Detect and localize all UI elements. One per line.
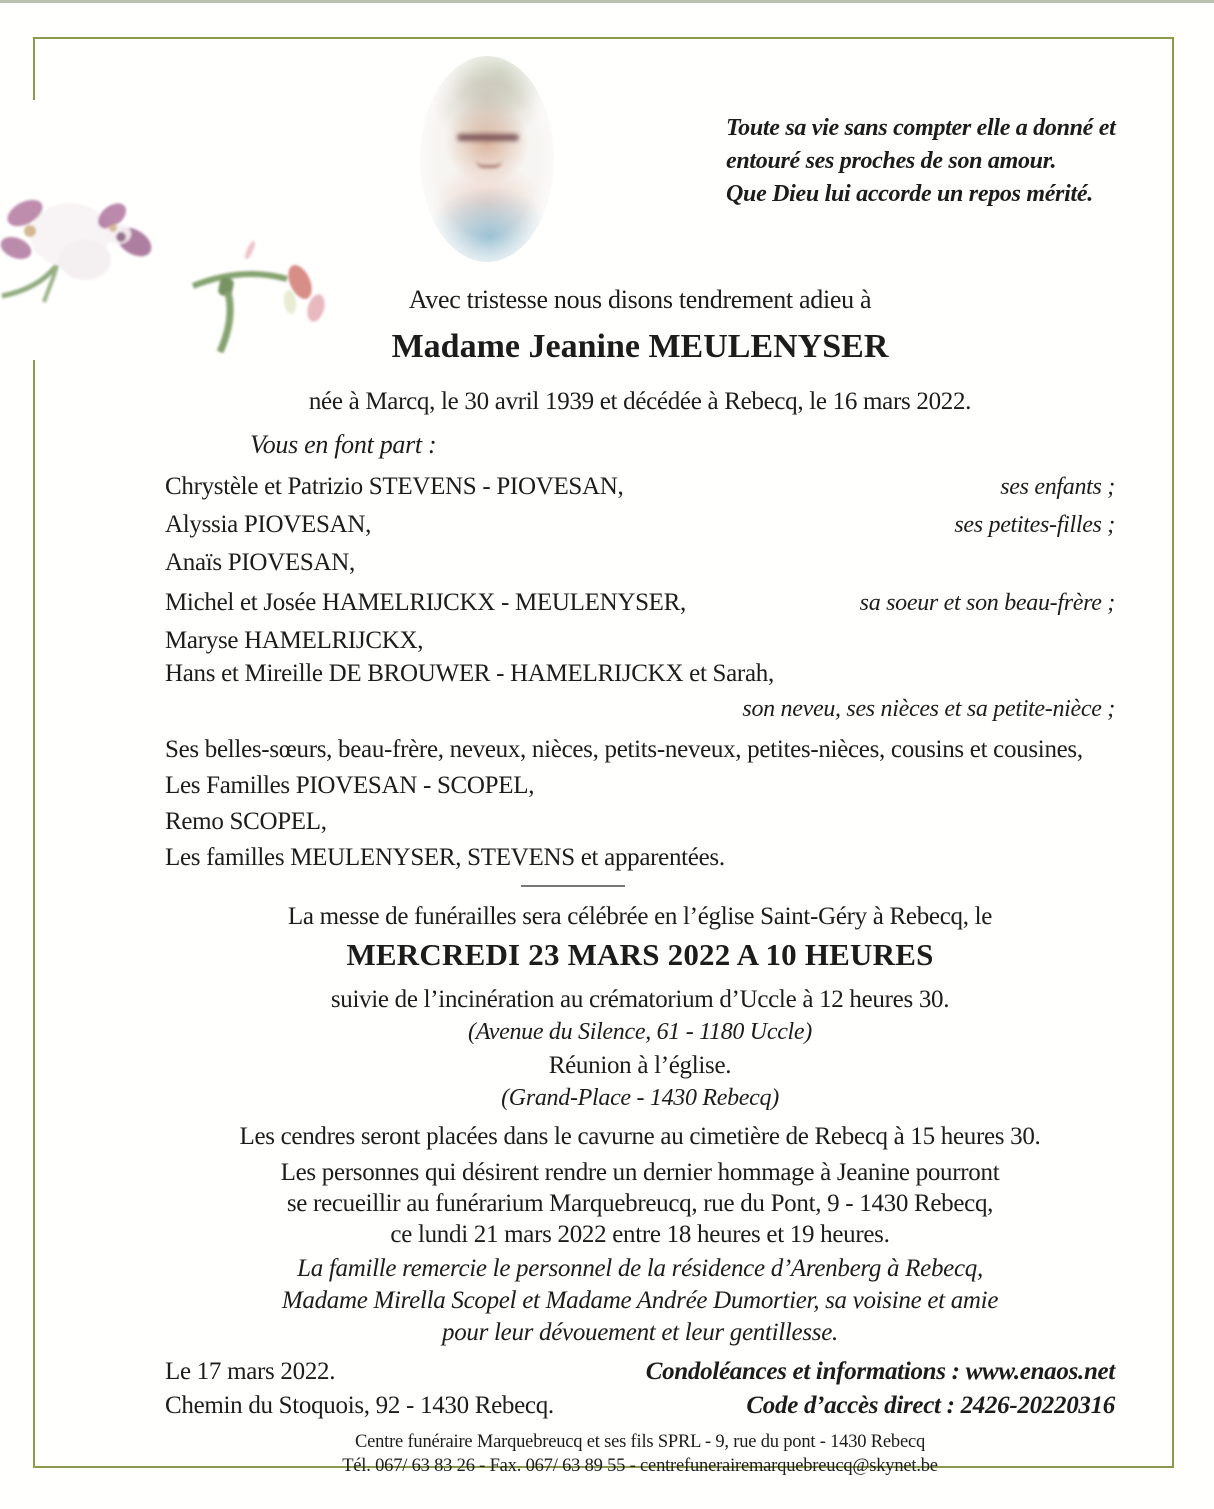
farewell-intro: Avec tristesse nous disons tendrement adieu à: [408, 285, 872, 314]
announcement-body: [165, 0, 1115, 1478]
thanks-line: La famille remercie le personnel de la résidence d’Arenberg à Rebecq,: [297, 1255, 983, 1282]
family-relation: ses petites-filles ;: [954, 512, 1115, 538]
section-divider: [521, 885, 625, 887]
cremation-address: (Avenue du Silence, 61 - 1180 Uccle): [468, 1019, 812, 1045]
thanks-line: Madame Mirella Scopel et Madame Andrée Dumortier, sa voisine et amie: [281, 1287, 999, 1314]
family-row: [165, 508, 1115, 542]
family-row: [165, 841, 1115, 874]
funeral-home-footer: [165, 1430, 1115, 1478]
condolences-block: [646, 1355, 1115, 1423]
thanks-paragraph: [165, 1253, 1115, 1349]
quote-line: Que Dieu lui accorde un repos mérité.: [726, 181, 1093, 207]
sender-block: [165, 1355, 554, 1423]
visitation-line: ce lundi 21 mars 2022 entre 18 heures et 19 heures.: [390, 1221, 890, 1248]
family-member-name: Ses belles-sœurs, beau-frère, neveux, nièces, petits-neveux, petites-nièces, cousins et cousines,: [165, 736, 1083, 763]
visitation-paragraph: [165, 1157, 1115, 1250]
family-row: [165, 733, 1115, 766]
ceremony-datetime: MERCREDI 23 MARS 2022 A 10 HEURES: [346, 937, 934, 972]
visitation-line: se recueillir au funérarium Marquebreucq, rue du Pont, 9 - 1430 Rebecq,: [286, 1190, 994, 1217]
meeting-line: Réunion à l’église.: [548, 1052, 732, 1079]
access-code-line: Code d’accès direct : 2426-20220316: [746, 1392, 1115, 1419]
funeral-home-contact: Tél. 067/ 63 83 26 - Fax. 067/ 63 89 55 - centrefunerairemarquebreucq@skynet.be: [342, 1456, 938, 1476]
announced-by-label: Vous en font part :: [250, 430, 437, 459]
family-relation: sa soeur et son beau-frère ;: [859, 590, 1115, 616]
family-relation: son neveu, ses nièces et sa petite-nièce ;: [742, 696, 1115, 722]
meeting-address: (Grand-Place - 1430 Rebecq): [501, 1085, 779, 1111]
family-row: [165, 624, 1115, 657]
family-row: [165, 769, 1115, 802]
family-member-name: Hans et Mireille DE BROUWER - HAMELRIJCKX et Sarah,: [165, 660, 774, 687]
closing-block: [165, 1355, 1115, 1423]
quote-line: entouré ses proches de son amour.: [726, 148, 1057, 174]
visitation-line: Les personnes qui désirent rendre un dernier hommage à Jeanine pourront: [280, 1159, 1000, 1186]
family-member-name: Michel et Josée HAMELRIJCKX - MEULENYSER,: [165, 589, 686, 616]
funeral-home-line: Centre funéraire Marquebreucq et ses fils SPRL - 9, rue du pont - 1430 Rebecq: [354, 1432, 926, 1452]
ashes-line: Les cendres seront placées dans le cavurne au cimetière de Rebecq à 15 heures 30.: [239, 1123, 1041, 1150]
family-member-name: Alyssia PIOVESAN,: [165, 511, 372, 538]
family-row: [165, 546, 1115, 579]
family-row: [165, 805, 1115, 838]
family-row: [165, 657, 1115, 690]
family-member-name: Les familles MEULENYSER, STEVENS et apparentées.: [165, 844, 725, 871]
mass-intro-line: La messe de funérailles sera célébrée en l’église Saint-Géry à Rebecq, le: [287, 903, 993, 930]
family-relation: ses enfants ;: [1000, 474, 1115, 500]
birth-death-line: née à Marcq, le 30 avril 1939 et décédée à Rebecq, le 16 mars 2022.: [308, 388, 972, 415]
sender-address: Chemin du Stoquois, 92 - 1430 Rebecq.: [165, 1392, 554, 1419]
family-row: [165, 470, 1115, 504]
family-member-name: Maryse HAMELRIJCKX,: [165, 627, 424, 654]
family-member-name: Remo SCOPEL,: [165, 808, 327, 835]
condolences-line: Condoléances et informations : www.enaos.net: [645, 1358, 1115, 1385]
family-row: [165, 693, 1115, 726]
family-row: [165, 586, 1115, 620]
cremation-line: suivie de l’incinération au crématorium d’Uccle à 12 heures 30.: [330, 986, 950, 1013]
thanks-line: pour leur dévouement et leur gentillesse.: [442, 1319, 838, 1346]
family-member-name: Chrystèle et Patrizio STEVENS - PIOVESAN,: [165, 473, 624, 500]
letter-date: Le 17 mars 2022.: [165, 1358, 336, 1385]
quote-line: Toute sa vie sans compter elle a donné et: [726, 115, 1116, 141]
family-member-name: Anaïs PIOVESAN,: [165, 549, 355, 576]
deceased-name: Madame Jeanine MEULENYSER: [391, 328, 889, 365]
family-member-name: Les Familles PIOVESAN - SCOPEL,: [165, 772, 535, 799]
